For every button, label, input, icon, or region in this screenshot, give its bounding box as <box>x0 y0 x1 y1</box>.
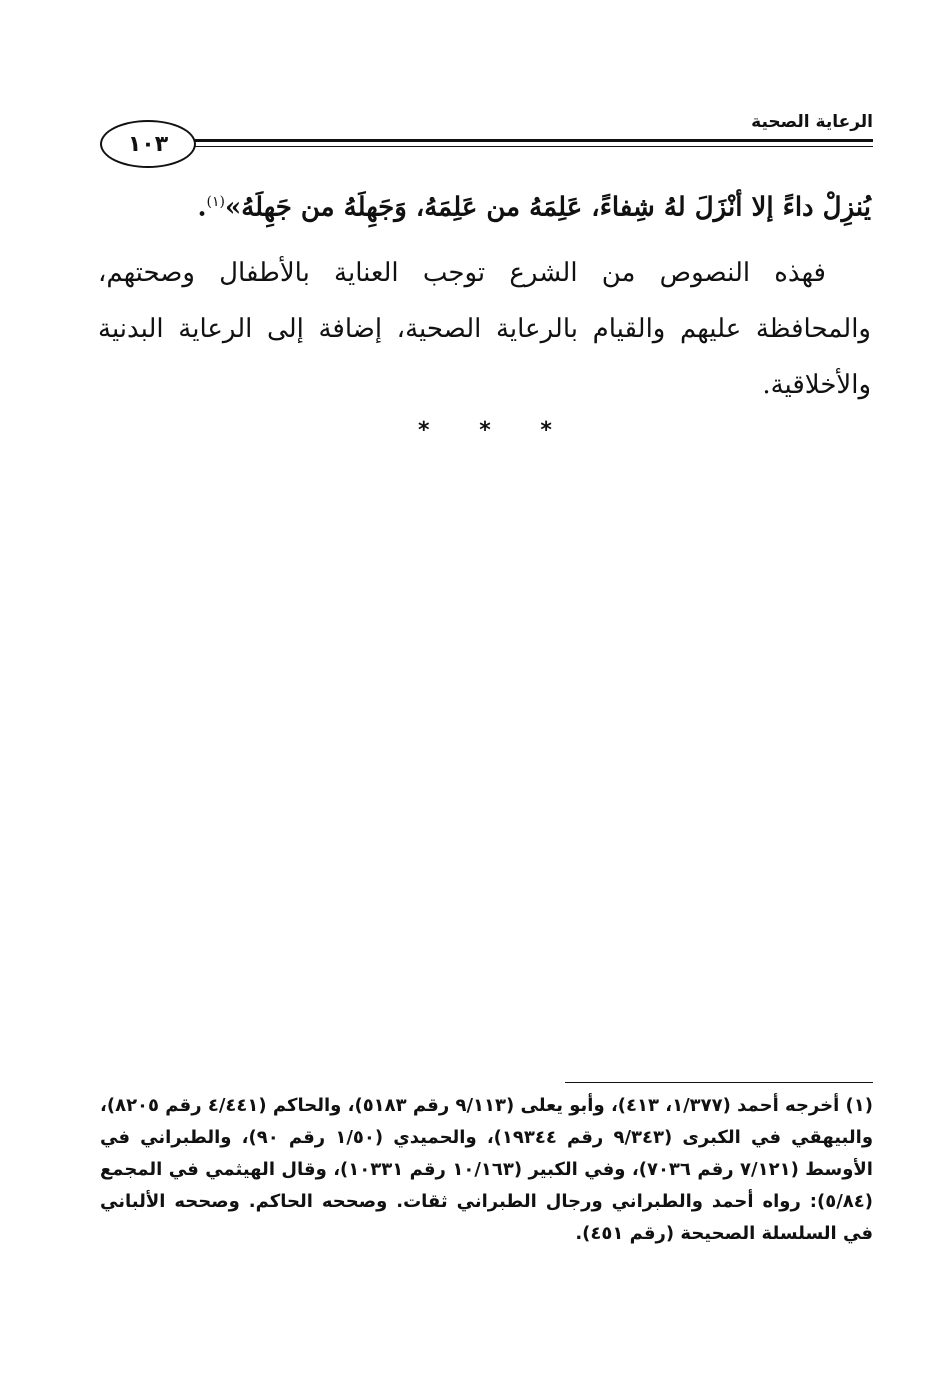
separator-star: * <box>479 418 491 443</box>
hadith-end: . <box>197 192 207 223</box>
hadith-quote <box>140 176 871 234</box>
footnote-rule <box>565 1082 873 1083</box>
body-paragraph <box>98 245 871 413</box>
separator-star: * <box>540 418 552 443</box>
running-header-title: الرعاية الصحية <box>751 112 873 132</box>
separator-star: * <box>418 418 430 443</box>
footnote-marker: (١) <box>206 194 225 210</box>
page-number: ١٠٣ <box>127 131 169 157</box>
header-rule <box>190 139 873 142</box>
footnote: (١) أخرجه أحمد (١/٣٧٧، ٤١٣)، وأبو يعلى (٩/١١٣ رقم ٥١٨٣)، والحاكم (٤/٤٤١ رقم ٨٢٠٥)، والبيهقي في الكبرى (٩/٣٤٣ رقم ١٩٣٤٤)، والحميدي (١/٥٠ رقم ٩٠)، والطبراني في الأوسط (٧/١٢١ رقم ٧٠٣٦)، وفي الكبير (١٠/١٦٣ رقم ١٠٣٣١)، وقال الهيثمي في المجمع (٥/٨٤): رواه أحمد والطبراني ورجال الطبراني ثقات. وصححه الحاكم. وصححه الألباني في السلسلة الصحيحة (رقم ٤٥١). <box>100 1095 874 1244</box>
header-rule-thin <box>190 146 873 147</box>
paragraph-text: فهذه النصوص من الشرع توجب العناية بالأطفال وصحتهم، والمحافظة عليهم والقيام بالرعاية الصحية، إضافة إلى الرعاية البدنية والأخلاقية. <box>98 258 871 400</box>
hadith-text: يُنزِلْ داءً إلا أنْزَلَ لهُ شِفاءً، عَلِمَهُ من عَلِمَهُ، وَجَهِلَهُ من جَهِلَهُ» <box>224 192 871 223</box>
section-separator <box>0 418 933 443</box>
page-number-badge <box>100 120 196 168</box>
